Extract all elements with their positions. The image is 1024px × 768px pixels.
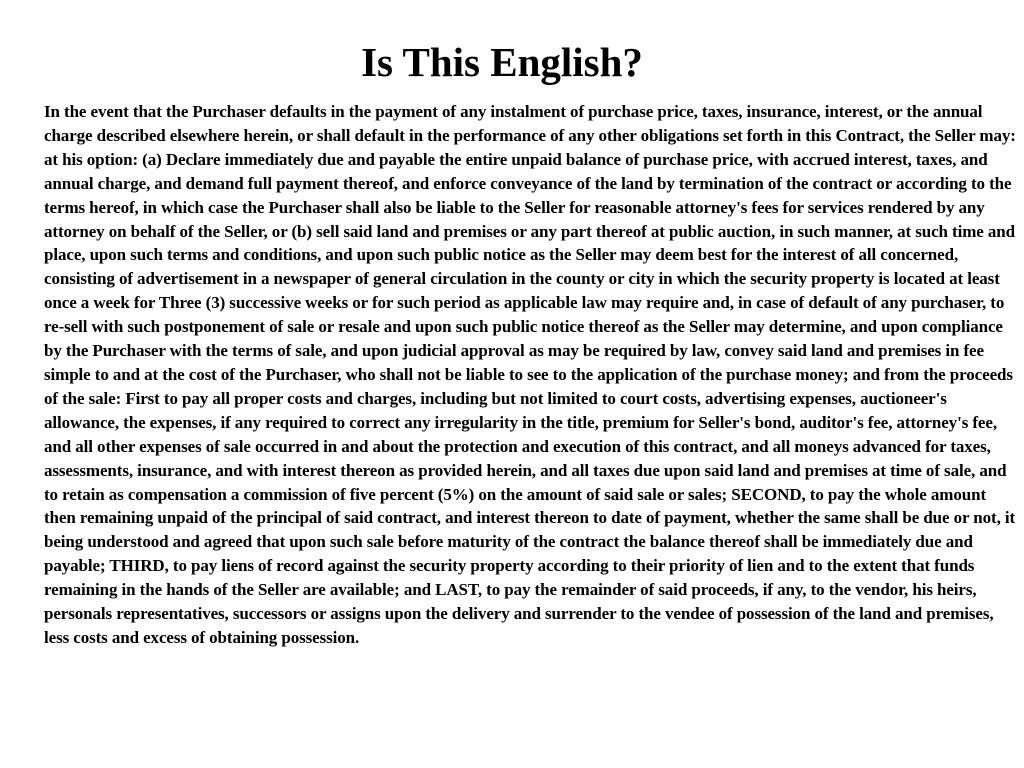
contract-paragraph: In the event that the Purchaser defaults in the payment of any instalment of purchase price, taxes, insurance, interest, or the annual charge described elsewhere herein, or shall default in the performance of any other obligations set forth in this Contract, the Seller may: at his option: (a) Declare immediately due and payable the entire unpaid balance of purchase price, with accrued interest, taxes, and annual charge, and demand full payment thereof, and enforce conveyance of the land by termination of the contract or according to the terms hereof, in which case the Purchaser shall also be liable to the Seller for reasonable attorney's fees for services rendered by any attorney on behalf of the Seller, or (b) sell said land and premises or any part thereof at public auction, in such manner, at such time and place, upon such terms and conditions, and upon such public notice as the Seller may deem best for the interest of all concerned, consisting of advertisement in a newspaper of general circulation in the county or city in which the security property is located at least once a week for Three (3) successive weeks or for such period as applicable law may require and, in case of default of any purchaser, to re-sell with such postponement of sale or resale and upon such public notice thereof as the Seller may determine, and upon compliance by the Purchaser with the terms of sale, and upon judicial approval as may be required by law, convey said land and premises in fee simple to and at the cost of the Purchaser, who shall not be liable to see to the application of the purchase money; and from the proceeds of the sale: First to pay all proper costs and charges, including but not limited to court costs, advertising expenses, auctioneer's allowance, the expenses, if any required to correct any irregularity in the title, premium for Seller's bond, auditor's fee, attorney's fee, and all other expenses of sale occurred in and about the protection and execution of this contract, and all moneys advanced for taxes, assessments, insurance, and with interest thereon as provided herein, and all taxes due upon said land and premises at time of sale, and to retain as compensation a commission of five percent (5%) on the amount of said sale or sales; SECOND, to pay the whole amount then remaining unpaid of the principal of said contract, and interest thereon to date of payment, whether the same shall be due or not, it being understood and agreed that upon such sale before maturity of the contract the balance thereof shall be immediately due and payable; THIRD, to pay liens of record against the security property according to their priority of lien and to the extent that funds remaining in the hands of the Seller are available; and LAST, to pay the remainder of said proceeds, if any, to the vendor, his heirs, personals representatives, successors or assigns upon the delivery and surrender to the vendee of possession of the land and premises, less costs and excess of obtaining possession. (44, 102, 1016, 647)
slide-title: Is This English? (361, 39, 643, 85)
